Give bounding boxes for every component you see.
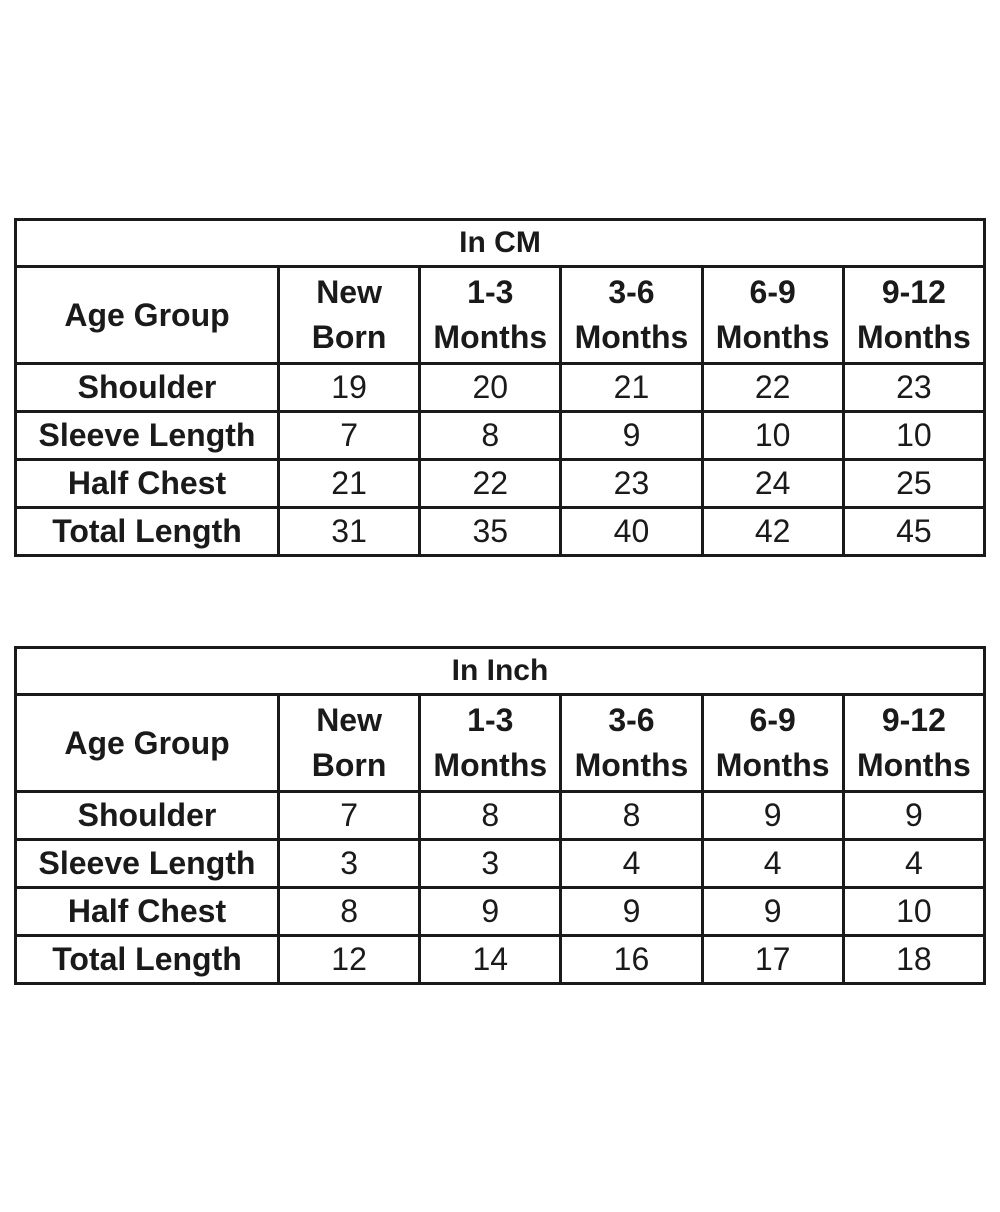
value-cell: 42	[702, 508, 843, 556]
column-header	[561, 267, 702, 364]
value-cell: 9	[843, 792, 984, 840]
value-cell: 9	[561, 412, 702, 460]
value-cell: 10	[843, 888, 984, 936]
column-header-line2: Months	[574, 747, 689, 783]
column-header-line2: Months	[857, 319, 971, 355]
value-cell: 20	[420, 364, 561, 412]
value-cell: 8	[420, 792, 561, 840]
column-header-row	[16, 267, 985, 364]
column-header-line2: Born	[311, 747, 387, 783]
value-cell: 24	[702, 460, 843, 508]
column-header-line2: Months	[715, 747, 830, 783]
table-row	[16, 888, 985, 936]
row-label: Sleeve Length	[16, 412, 279, 460]
row-label: Total Length	[16, 508, 279, 556]
row-label: Half Chest	[16, 888, 279, 936]
value-cell: 22	[420, 460, 561, 508]
value-cell: 12	[279, 936, 420, 984]
value-cell: 8	[279, 888, 420, 936]
value-cell: 25	[843, 460, 984, 508]
value-cell: 23	[843, 364, 984, 412]
table-row	[16, 792, 985, 840]
column-header	[702, 267, 843, 364]
size-table-inch	[14, 646, 986, 985]
column-header-line2: Months	[857, 747, 971, 783]
value-cell: 9	[702, 792, 843, 840]
row-label: Sleeve Length	[16, 840, 279, 888]
value-cell: 40	[561, 508, 702, 556]
column-header-line1: 1-3	[467, 701, 514, 738]
value-cell: 35	[420, 508, 561, 556]
row-label: Shoulder	[16, 364, 279, 412]
column-header-line1: 6-9	[749, 273, 796, 310]
value-cell: 10	[702, 412, 843, 460]
value-cell: 9	[702, 888, 843, 936]
row-label: Total Length	[16, 936, 279, 984]
value-cell: 7	[279, 412, 420, 460]
table-title: In CM	[16, 220, 985, 267]
value-cell: 9	[420, 888, 561, 936]
column-header	[843, 695, 984, 792]
value-cell: 18	[843, 936, 984, 984]
row-label: Half Chest	[16, 460, 279, 508]
size-table-inch-head	[16, 648, 985, 792]
column-header	[279, 267, 420, 364]
value-cell: 4	[561, 840, 702, 888]
size-table-cm	[14, 218, 986, 557]
size-table-cm-head	[16, 220, 985, 364]
column-header-line1: 1-3	[467, 273, 514, 310]
column-header-line2: Months	[574, 319, 689, 355]
value-cell: 23	[561, 460, 702, 508]
table-row	[16, 840, 985, 888]
value-cell: 7	[279, 792, 420, 840]
table-row	[16, 412, 985, 460]
column-header	[279, 695, 420, 792]
corner-header-age-group: Age Group	[16, 267, 279, 364]
column-header-line1: New	[316, 701, 382, 738]
column-header-line2: Months	[433, 319, 548, 355]
table-row	[16, 364, 985, 412]
column-header	[561, 695, 702, 792]
value-cell: 21	[279, 460, 420, 508]
value-cell: 3	[279, 840, 420, 888]
table-row	[16, 460, 985, 508]
value-cell: 4	[702, 840, 843, 888]
size-table-cm-body	[16, 364, 985, 556]
table-title: In Inch	[16, 648, 985, 695]
value-cell: 16	[561, 936, 702, 984]
column-header-line1: 9-12	[881, 273, 946, 310]
table-title-row	[16, 648, 985, 695]
column-header	[420, 695, 561, 792]
column-header-line1: New	[316, 273, 382, 310]
column-header-line1: 6-9	[749, 701, 796, 738]
value-cell: 21	[561, 364, 702, 412]
value-cell: 8	[420, 412, 561, 460]
value-cell: 3	[420, 840, 561, 888]
column-header-line2: Months	[715, 319, 830, 355]
column-header-row	[16, 695, 985, 792]
value-cell: 17	[702, 936, 843, 984]
column-header-line2: Months	[433, 747, 548, 783]
value-cell: 14	[420, 936, 561, 984]
column-header-line1: 9-12	[881, 701, 946, 738]
value-cell: 9	[561, 888, 702, 936]
table-title-row	[16, 220, 985, 267]
value-cell: 8	[561, 792, 702, 840]
column-header	[420, 267, 561, 364]
value-cell: 22	[702, 364, 843, 412]
size-table-inch-body	[16, 792, 985, 984]
value-cell: 31	[279, 508, 420, 556]
value-cell: 45	[843, 508, 984, 556]
column-header-line2: Born	[311, 319, 387, 355]
value-cell: 4	[843, 840, 984, 888]
value-cell: 10	[843, 412, 984, 460]
column-header	[702, 695, 843, 792]
table-row	[16, 936, 985, 984]
table-row	[16, 508, 985, 556]
column-header-line1: 3-6	[608, 273, 655, 310]
row-label: Shoulder	[16, 792, 279, 840]
value-cell: 19	[279, 364, 420, 412]
column-header-line1: 3-6	[608, 701, 655, 738]
column-header	[843, 267, 984, 364]
corner-header-age-group: Age Group	[16, 695, 279, 792]
